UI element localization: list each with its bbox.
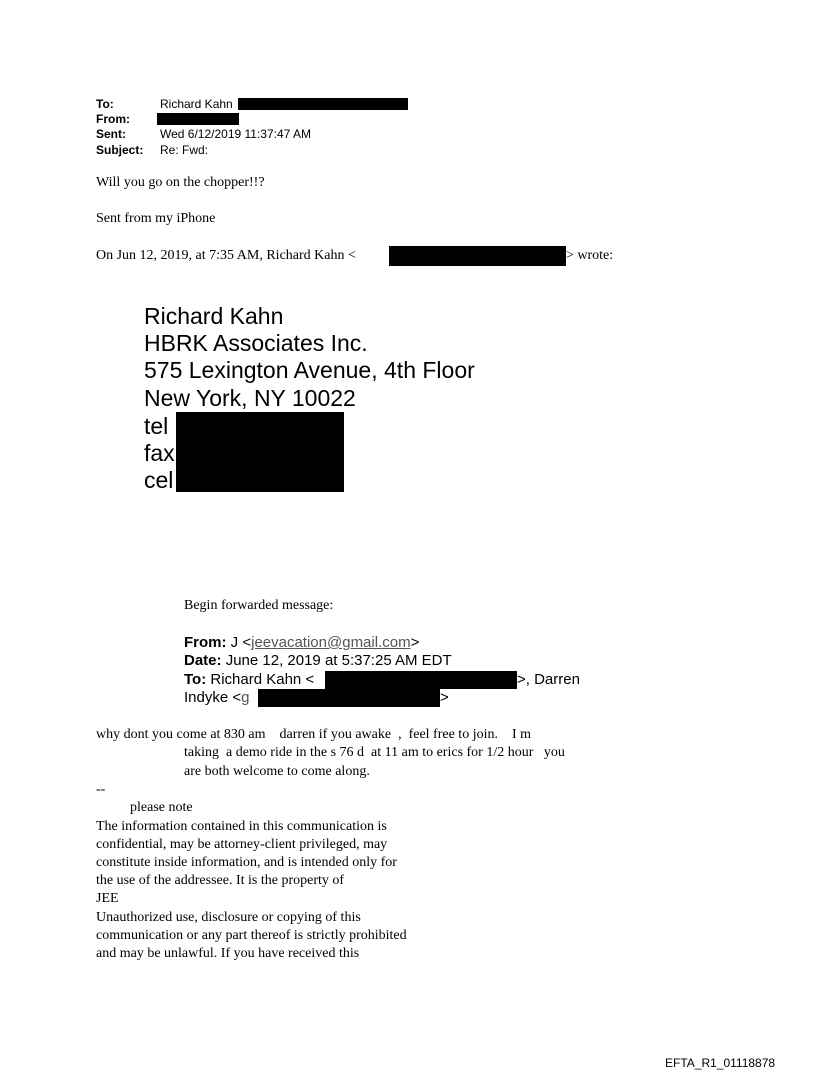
- reply-line: Will you go on the chopper!!?: [96, 175, 265, 190]
- from-label: From:: [96, 112, 130, 126]
- redaction-bar: [176, 412, 344, 492]
- forwarded-to-line2-email-link[interactable]: g: [241, 689, 250, 706]
- disclaimer-line: Unauthorized use, disclosure or copying of this: [96, 910, 361, 925]
- disclaimer-line: constitute inside information, and is intended only for: [96, 855, 397, 870]
- disclaimer-line: confidential, may be attorney-client privileged, may: [96, 837, 388, 852]
- forwarded-intro: Begin forwarded message:: [184, 598, 334, 613]
- forwarded-date-value: June 12, 2019 at 5:37:25 AM EDT: [225, 652, 452, 669]
- subject-label: Subject:: [96, 143, 144, 157]
- forwarded-to-line2-close: >: [440, 689, 449, 706]
- message-line: taking a demo ride in the s 76 d at 11 am to erics for 1/2 hour you: [184, 745, 565, 760]
- disclaimer-line: the use of the addressee. It is the property of: [96, 873, 345, 888]
- forwarded-from-email-link[interactable]: jeevacation@gmail.com: [251, 634, 411, 651]
- to-value: Richard Kahn: [160, 97, 233, 111]
- forwarded-date-label: Date:: [184, 652, 222, 669]
- forwarded-to-line: [184, 671, 314, 688]
- forwarded-date-line: [184, 652, 452, 669]
- quote-attribution-suffix: > wrote:: [566, 248, 614, 263]
- disclaimer-line: The information contained in this communication is: [96, 819, 387, 834]
- redaction-bar: [238, 98, 408, 110]
- forwarded-to-value: Richard Kahn <: [210, 671, 315, 688]
- signature-fax-label: fax: [144, 440, 175, 466]
- forwarded-from-label: From:: [184, 634, 227, 651]
- signature-name: Richard Kahn: [144, 303, 284, 329]
- quote-attribution-prefix: On Jun 12, 2019, at 7:35 AM, Richard Kahn <: [96, 248, 356, 263]
- message-line: are both welcome to come along.: [184, 764, 370, 779]
- document-id: EFTA_R1_01118878: [665, 1056, 776, 1070]
- redaction-bar: [258, 689, 440, 707]
- sent-value: Wed 6/12/2019 11:37:47 AM: [160, 127, 312, 141]
- redaction-bar: [157, 113, 239, 125]
- forwarded-to-label: To:: [184, 671, 207, 688]
- subject-value: Re: Fwd:: [160, 143, 209, 157]
- disclaimer-line: communication or any part thereof is strictly prohibited: [96, 928, 407, 943]
- signature-address-line1: 575 Lexington Avenue, 4th Floor: [144, 357, 475, 383]
- message-line: why dont you come at 830 am darren if you awake , feel free to join. I m: [96, 727, 532, 742]
- forwarded-to-suffix: >, Darren: [517, 671, 580, 688]
- signature-cell-label: cel: [144, 467, 174, 493]
- forwarded-from-close: >: [410, 634, 420, 651]
- forwarded-from-name: J <: [230, 634, 252, 651]
- disclaimer-line: JEE: [96, 891, 119, 906]
- forwarded-from-line: [184, 634, 419, 651]
- signature-tel-label: tel: [144, 413, 169, 439]
- sent-label: Sent:: [96, 127, 126, 141]
- signature-company: HBRK Associates Inc.: [144, 330, 368, 356]
- forwarded-to-line2-name: Indyke <: [184, 689, 242, 706]
- redaction-bar: [389, 246, 566, 266]
- signature-address-line2: New York, NY 10022: [144, 385, 356, 411]
- disclaimer-separator: --: [96, 782, 106, 797]
- reply-signature-line: Sent from my iPhone: [96, 211, 216, 226]
- forwarded-to-line2: [184, 689, 249, 706]
- disclaimer-note: please note: [130, 800, 193, 815]
- disclaimer-line: and may be unlawful. If you have received this: [96, 946, 360, 961]
- redaction-bar: [325, 671, 517, 689]
- to-label: To:: [96, 97, 114, 111]
